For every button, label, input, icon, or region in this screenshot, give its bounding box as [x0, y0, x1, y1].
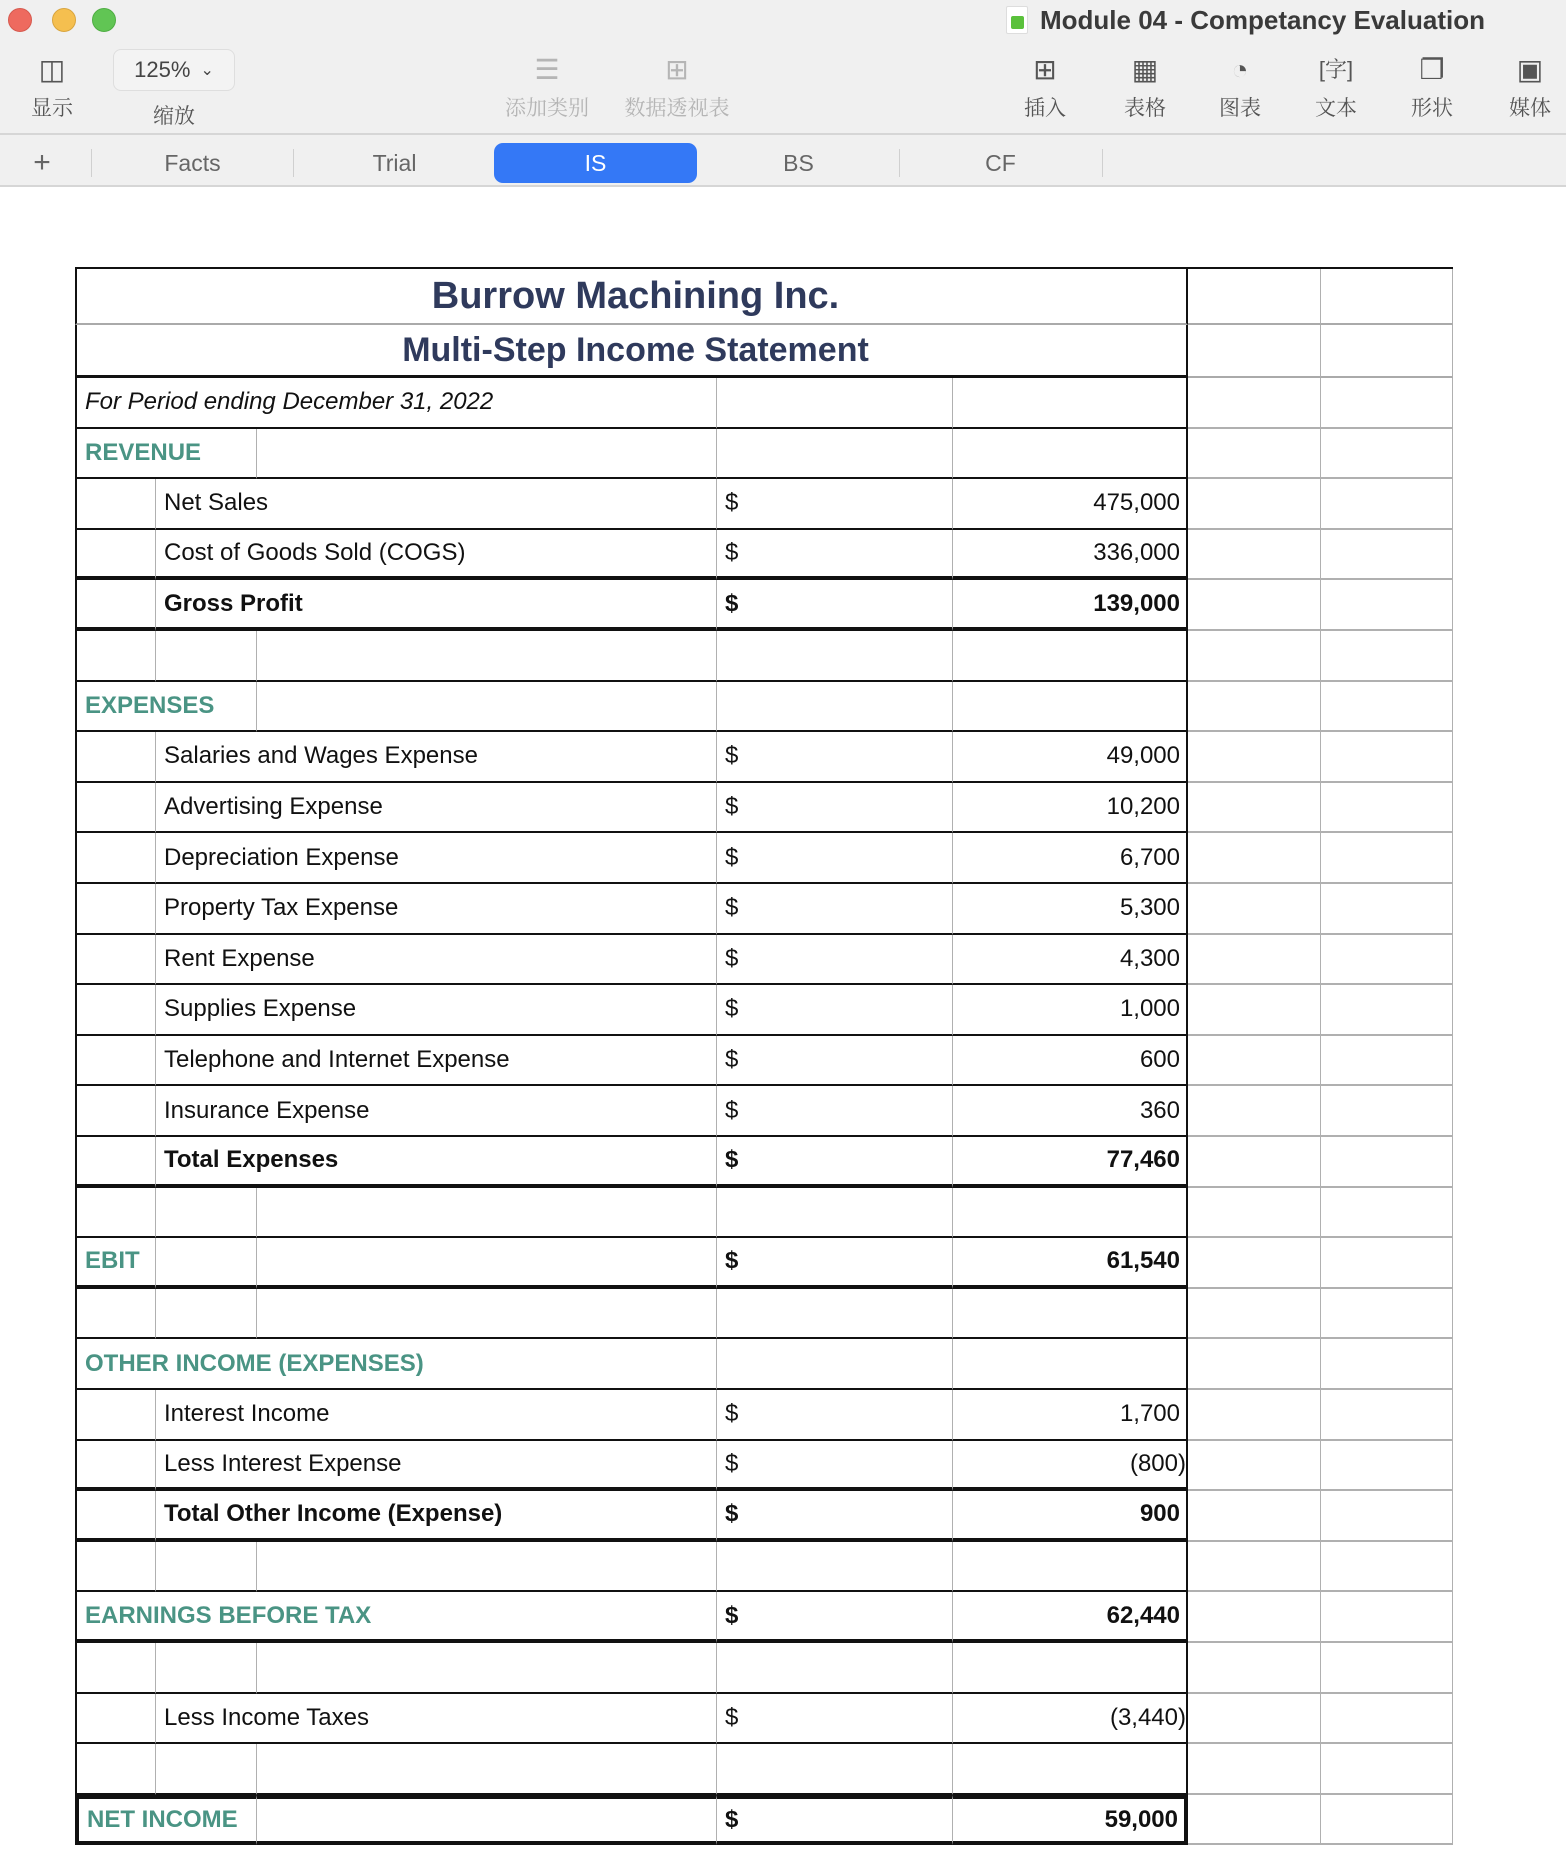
- cell[interactable]: [1321, 1036, 1453, 1087]
- window-title-text: Module 04 - Competancy Evaluation: [1040, 4, 1485, 35]
- line-item-label[interactable]: Telephone and Internet Expense: [156, 1036, 717, 1087]
- cell[interactable]: [257, 1188, 717, 1239]
- amount-value[interactable]: 600: [953, 1036, 1188, 1087]
- company-row: [75, 267, 1453, 325]
- cell[interactable]: [257, 1795, 717, 1846]
- statement-row-item: [75, 833, 1453, 884]
- cell[interactable]: [75, 935, 156, 986]
- cell[interactable]: [1188, 1137, 1321, 1188]
- pie-chart-icon: ◔: [1231, 54, 1249, 85]
- tab-label: BS: [783, 149, 814, 176]
- cell[interactable]: [1188, 429, 1321, 480]
- insert-icon: ⊞: [1033, 54, 1057, 85]
- cell[interactable]: [257, 631, 717, 682]
- line-item-label[interactable]: Less Income Taxes: [156, 1694, 717, 1745]
- cell[interactable]: [75, 530, 156, 581]
- cell[interactable]: [1321, 530, 1453, 581]
- statement-row-empty: [75, 631, 1453, 682]
- amount-value[interactable]: 1,700: [953, 1390, 1188, 1441]
- statement-row-item: [75, 1491, 1453, 1542]
- cell[interactable]: [953, 1188, 1188, 1239]
- currency-symbol[interactable]: $: [717, 1036, 953, 1087]
- cell[interactable]: [156, 1238, 257, 1289]
- chart-label: 图表: [1219, 97, 1261, 120]
- cell[interactable]: [75, 1694, 156, 1745]
- tab-cf[interactable]: [899, 143, 1102, 183]
- cell[interactable]: [1188, 1491, 1321, 1542]
- currency-symbol[interactable]: $: [717, 935, 953, 986]
- cell[interactable]: [1321, 1643, 1453, 1694]
- cell[interactable]: [1188, 1795, 1321, 1846]
- cell[interactable]: [953, 1643, 1188, 1694]
- cell[interactable]: [1321, 1744, 1453, 1795]
- company-name[interactable]: Burrow Machining Inc.: [75, 269, 1188, 325]
- sidebar-icon: ◫: [38, 54, 66, 85]
- cell[interactable]: [1321, 985, 1453, 1036]
- cell[interactable]: [1188, 1339, 1321, 1390]
- cell[interactable]: [1188, 1390, 1321, 1441]
- section-label[interactable]: REVENUE: [75, 429, 257, 480]
- tab-divider: [1102, 149, 1103, 177]
- line-item-label[interactable]: Rent Expense: [156, 935, 717, 986]
- statement-row-item: [75, 1441, 1453, 1492]
- shape-label: 形状: [1411, 97, 1453, 120]
- text-label: 文本: [1315, 97, 1357, 120]
- section-label[interactable]: NET INCOME: [75, 1795, 257, 1846]
- statement-row-item: [75, 985, 1453, 1036]
- statement-row-item: [75, 580, 1453, 631]
- line-item-label[interactable]: Total Expenses: [156, 1137, 717, 1188]
- cell[interactable]: [257, 1289, 717, 1340]
- section-label[interactable]: EBIT: [75, 1238, 156, 1289]
- statement-row-item: [75, 1694, 1453, 1745]
- statement-row-period: [75, 378, 1453, 429]
- list-icon: ☰: [534, 54, 560, 85]
- statement-row-section-wide: [75, 1339, 1453, 1390]
- cell[interactable]: [156, 1289, 257, 1340]
- cell[interactable]: [717, 682, 953, 733]
- line-item-label[interactable]: Interest Income: [156, 1390, 717, 1441]
- insert-label: 插入: [1024, 97, 1066, 120]
- currency-symbol[interactable]: $: [717, 580, 953, 631]
- statement-title-row: [75, 325, 1453, 378]
- line-item-label[interactable]: Salaries and Wages Expense: [156, 732, 717, 783]
- currency-symbol[interactable]: $: [717, 1795, 953, 1846]
- statement-row-item: [75, 1390, 1453, 1441]
- amount-value[interactable]: 360: [953, 1086, 1188, 1137]
- insert-button[interactable]: [1000, 50, 1090, 122]
- cell[interactable]: [1321, 378, 1453, 429]
- cell[interactable]: [156, 631, 257, 682]
- text-button[interactable]: [1291, 50, 1381, 122]
- close-window-button[interactable]: [8, 8, 32, 32]
- currency-symbol[interactable]: $: [717, 833, 953, 884]
- cell[interactable]: [1188, 269, 1321, 325]
- statement-row-empty: [75, 1188, 1453, 1239]
- cell[interactable]: [953, 1289, 1188, 1340]
- statement-row-item: [75, 1036, 1453, 1087]
- cell[interactable]: [75, 1542, 156, 1593]
- tab-bs[interactable]: [697, 143, 900, 183]
- currency-symbol[interactable]: $: [717, 985, 953, 1036]
- line-item-label[interactable]: Gross Profit: [156, 580, 717, 631]
- cell[interactable]: [75, 833, 156, 884]
- cell[interactable]: [75, 1086, 156, 1137]
- amount-value[interactable]: 77,460: [953, 1137, 1188, 1188]
- amount-value[interactable]: 4,300: [953, 935, 1188, 986]
- amount-value[interactable]: 1,000: [953, 985, 1188, 1036]
- currency-symbol[interactable]: $: [717, 1390, 953, 1441]
- cell[interactable]: [1321, 269, 1453, 325]
- cell[interactable]: [1321, 1390, 1453, 1441]
- amount-value[interactable]: 336,000: [953, 530, 1188, 581]
- cell[interactable]: [717, 1289, 953, 1340]
- currency-symbol[interactable]: $: [717, 1441, 953, 1492]
- zoom-value: 125%: [134, 57, 191, 82]
- statement-row-net: [75, 1795, 1453, 1846]
- cell[interactable]: [953, 378, 1188, 429]
- statement-row-total-wide: [75, 1592, 1453, 1643]
- sheet-tabs: [0, 133, 1566, 187]
- cell[interactable]: [1321, 833, 1453, 884]
- statement-row-item: [75, 1137, 1453, 1188]
- cell[interactable]: [1188, 1643, 1321, 1694]
- cell[interactable]: [75, 1036, 156, 1087]
- cell[interactable]: [1188, 985, 1321, 1036]
- cell[interactable]: [1188, 682, 1321, 733]
- cell[interactable]: [1321, 1592, 1453, 1643]
- zoom-label: 缩放: [153, 105, 195, 128]
- amount-value[interactable]: 61,540: [953, 1238, 1188, 1289]
- cell[interactable]: [1188, 1441, 1321, 1492]
- chart-button[interactable]: [1195, 50, 1285, 122]
- cell[interactable]: [1188, 1592, 1321, 1643]
- cell[interactable]: [717, 1339, 953, 1390]
- currency-symbol[interactable]: $: [717, 530, 953, 581]
- text-box-icon: [字]: [1318, 57, 1354, 82]
- cell[interactable]: [1321, 783, 1453, 834]
- tab-facts[interactable]: [91, 143, 294, 183]
- currency-symbol[interactable]: $: [717, 479, 953, 530]
- cell[interactable]: [1321, 1086, 1453, 1137]
- cell[interactable]: [1321, 580, 1453, 631]
- cell[interactable]: [1321, 935, 1453, 986]
- cell[interactable]: [717, 1744, 953, 1795]
- cell[interactable]: [1321, 1289, 1453, 1340]
- minimize-window-button[interactable]: [52, 8, 76, 32]
- cell[interactable]: [257, 1238, 717, 1289]
- cell[interactable]: [257, 682, 717, 733]
- numbers-document-icon: [1006, 6, 1028, 34]
- cell[interactable]: [1188, 1289, 1321, 1340]
- line-item-label[interactable]: Advertising Expense: [156, 783, 717, 834]
- cell[interactable]: [1321, 325, 1453, 378]
- shape-button[interactable]: [1387, 50, 1477, 122]
- cell[interactable]: [1321, 1339, 1453, 1390]
- tab-label: CF: [985, 149, 1016, 176]
- media-button[interactable]: [1485, 50, 1566, 122]
- cell[interactable]: [717, 1643, 953, 1694]
- statement-row-item: [75, 479, 1453, 530]
- cell[interactable]: [75, 884, 156, 935]
- amount-value[interactable]: 6,700: [953, 833, 1188, 884]
- amount-value[interactable]: 139,000: [953, 580, 1188, 631]
- currency-symbol[interactable]: $: [717, 1491, 953, 1542]
- section-label[interactable]: OTHER INCOME (EXPENSES): [75, 1339, 717, 1390]
- cell[interactable]: [1321, 429, 1453, 480]
- cell[interactable]: [75, 1137, 156, 1188]
- window-chrome: [0, 0, 1566, 187]
- currency-symbol[interactable]: $: [717, 1137, 953, 1188]
- cell[interactable]: [953, 631, 1188, 682]
- pivot-table-icon: ⊞: [665, 54, 689, 85]
- cell[interactable]: [953, 429, 1188, 480]
- zoom-dropdown[interactable]: [113, 49, 235, 91]
- cell[interactable]: [156, 1643, 257, 1694]
- cell[interactable]: [75, 1390, 156, 1441]
- cell[interactable]: [953, 1542, 1188, 1593]
- statement-row-item: [75, 732, 1453, 783]
- line-item-label[interactable]: Depreciation Expense: [156, 833, 717, 884]
- cell[interactable]: [1321, 1188, 1453, 1239]
- cell[interactable]: [1188, 325, 1321, 378]
- amount-value[interactable]: 475,000: [953, 479, 1188, 530]
- cell[interactable]: [1188, 1694, 1321, 1745]
- cell[interactable]: [75, 1289, 156, 1340]
- period-label[interactable]: For Period ending December 31, 2022: [75, 378, 717, 429]
- tab-is[interactable]: [494, 143, 697, 183]
- cell[interactable]: [75, 479, 156, 530]
- cell[interactable]: [717, 1188, 953, 1239]
- cell[interactable]: [257, 429, 717, 480]
- statement-row-empty: [75, 1643, 1453, 1694]
- cell[interactable]: [1321, 1542, 1453, 1593]
- maximize-window-button[interactable]: [92, 8, 116, 32]
- cell[interactable]: [75, 631, 156, 682]
- window-title: [1006, 3, 1485, 37]
- table-button[interactable]: [1100, 50, 1190, 122]
- cell[interactable]: [75, 1441, 156, 1492]
- statement-title[interactable]: Multi-Step Income Statement: [75, 325, 1188, 378]
- image-icon: ▣: [1516, 54, 1544, 85]
- view-label: 显示: [31, 97, 73, 120]
- cell[interactable]: [1188, 1238, 1321, 1289]
- cell[interactable]: [953, 1744, 1188, 1795]
- amount-value[interactable]: 900: [953, 1491, 1188, 1542]
- statement-row-item: [75, 530, 1453, 581]
- statement-row-item: [75, 884, 1453, 935]
- cell[interactable]: [257, 1643, 717, 1694]
- amount-value[interactable]: 10,200: [953, 783, 1188, 834]
- statement-row-empty: [75, 1542, 1453, 1593]
- cell[interactable]: [1321, 682, 1453, 733]
- shape-icon: ❐: [1419, 54, 1445, 85]
- statement-row-item: [75, 935, 1453, 986]
- cell[interactable]: [1321, 1238, 1453, 1289]
- statement-row-empty: [75, 1289, 1453, 1340]
- currency-symbol[interactable]: $: [717, 884, 953, 935]
- cell[interactable]: [717, 1542, 953, 1593]
- tab-trial[interactable]: [293, 143, 496, 183]
- amount-value[interactable]: 49,000: [953, 732, 1188, 783]
- amount-value[interactable]: 59,000: [953, 1795, 1188, 1846]
- cell[interactable]: [1321, 1795, 1453, 1846]
- table-icon: ▦: [1131, 54, 1159, 85]
- add-category-label: 添加类别: [505, 97, 589, 120]
- cell[interactable]: [1188, 1188, 1321, 1239]
- cell[interactable]: [75, 732, 156, 783]
- cell[interactable]: [75, 1643, 156, 1694]
- tab-label: Trial: [372, 149, 417, 176]
- currency-symbol[interactable]: $: [717, 1592, 953, 1643]
- cell[interactable]: [257, 1744, 717, 1795]
- currency-symbol[interactable]: $: [717, 1694, 953, 1745]
- line-item-label[interactable]: Less Interest Expense: [156, 1441, 717, 1492]
- cell[interactable]: [1188, 580, 1321, 631]
- table-label: 表格: [1124, 97, 1166, 120]
- cell[interactable]: [1321, 1441, 1453, 1492]
- chevron-down-icon: ⌄: [200, 62, 214, 79]
- cell[interactable]: [75, 1491, 156, 1542]
- cell[interactable]: [953, 682, 1188, 733]
- cell[interactable]: [717, 429, 953, 480]
- cell[interactable]: [1188, 732, 1321, 783]
- view-button[interactable]: [7, 50, 97, 122]
- currency-symbol[interactable]: $: [717, 1086, 953, 1137]
- amount-value[interactable]: (3,440): [953, 1694, 1188, 1745]
- line-item-label[interactable]: Net Sales: [156, 479, 717, 530]
- pivot-label: 数据透视表: [624, 97, 730, 120]
- cell[interactable]: [1188, 378, 1321, 429]
- statement-row-empty: [75, 1744, 1453, 1795]
- line-item-label[interactable]: Cost of Goods Sold (COGS): [156, 530, 717, 581]
- add-sheet-button[interactable]: +: [33, 146, 51, 179]
- currency-symbol[interactable]: $: [717, 732, 953, 783]
- cell[interactable]: [1188, 1036, 1321, 1087]
- cell[interactable]: [1188, 783, 1321, 834]
- cell[interactable]: [1188, 1086, 1321, 1137]
- cell[interactable]: [1188, 631, 1321, 682]
- line-item-label[interactable]: Supplies Expense: [156, 985, 717, 1036]
- cell[interactable]: [1188, 884, 1321, 935]
- cell[interactable]: [717, 631, 953, 682]
- section-label[interactable]: EARNINGS BEFORE TAX: [75, 1592, 717, 1643]
- cell[interactable]: [75, 580, 156, 631]
- amount-value[interactable]: 62,440: [953, 1592, 1188, 1643]
- cell[interactable]: [1188, 1542, 1321, 1593]
- line-item-label[interactable]: Total Other Income (Expense): [156, 1491, 717, 1542]
- line-item-label[interactable]: Insurance Expense: [156, 1086, 717, 1137]
- add-category-button[interactable]: [502, 50, 592, 122]
- cell[interactable]: [1321, 479, 1453, 530]
- tab-label: Facts: [164, 149, 221, 176]
- cell[interactable]: [1188, 833, 1321, 884]
- currency-symbol[interactable]: $: [717, 783, 953, 834]
- cell[interactable]: [75, 783, 156, 834]
- zoom-label-wrap: [129, 98, 219, 130]
- cell[interactable]: [1188, 479, 1321, 530]
- cell[interactable]: [75, 1744, 156, 1795]
- amount-value[interactable]: 5,300: [953, 884, 1188, 935]
- cell[interactable]: [1321, 1137, 1453, 1188]
- tab-label: IS: [584, 149, 607, 176]
- currency-symbol[interactable]: $: [717, 1238, 953, 1289]
- section-label[interactable]: EXPENSES: [75, 682, 257, 733]
- cell[interactable]: [1188, 935, 1321, 986]
- cell[interactable]: [156, 1744, 257, 1795]
- cell[interactable]: [1321, 1491, 1453, 1542]
- statement-row-section: [75, 682, 1453, 733]
- cell[interactable]: [1321, 732, 1453, 783]
- statement-row-section: [75, 429, 1453, 480]
- statement-row-item: [75, 1086, 1453, 1137]
- cell[interactable]: [1321, 1694, 1453, 1745]
- cell[interactable]: [1188, 530, 1321, 581]
- amount-value[interactable]: (800): [953, 1441, 1188, 1492]
- cell[interactable]: [1321, 631, 1453, 682]
- cell[interactable]: [156, 1188, 257, 1239]
- line-item-label[interactable]: Property Tax Expense: [156, 884, 717, 935]
- media-label: 媒体: [1509, 97, 1551, 120]
- cell[interactable]: [75, 985, 156, 1036]
- cell[interactable]: [717, 378, 953, 429]
- cell[interactable]: [1321, 884, 1453, 935]
- statement-row-total-short: [75, 1238, 1453, 1289]
- cell[interactable]: [953, 1339, 1188, 1390]
- cell[interactable]: [257, 1542, 717, 1593]
- cell[interactable]: [75, 1188, 156, 1239]
- cell[interactable]: [156, 1542, 257, 1593]
- statement-row-item: [75, 783, 1453, 834]
- cell[interactable]: [1188, 1744, 1321, 1795]
- pivot-table-button[interactable]: [612, 50, 742, 122]
